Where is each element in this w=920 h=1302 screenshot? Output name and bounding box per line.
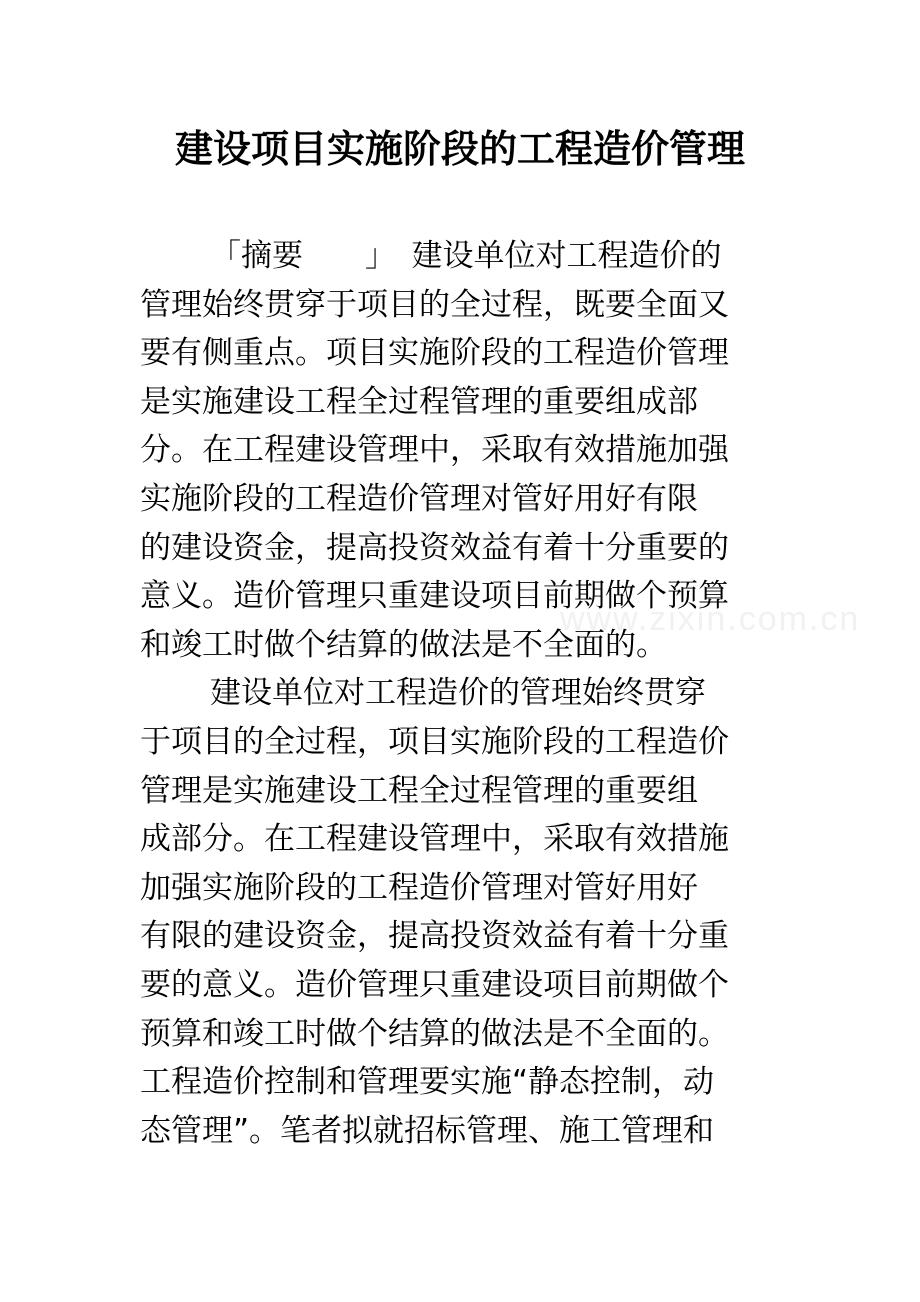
text-line: 要有侧重点。项目实施阶段的工程造价管理 xyxy=(140,335,729,372)
text-line: 是实施建设工程全过程管理的重要组成部 xyxy=(140,383,698,420)
text-line: 有限的建设资金，提高投资效益有着十分重 xyxy=(140,918,729,955)
text-line: 加强实施阶段的工程造价管理对管好用好 xyxy=(140,869,698,906)
text-line: 成部分。在工程建设管理中，采取有效措施 xyxy=(140,821,729,858)
text-line: 分。在工程建设管理中，采取有效措施加强 xyxy=(140,432,729,469)
text-line: 工程造价控制和管理要实施“静态控制，动 xyxy=(140,1064,715,1101)
text-line: 「摘要 」 建设单位对工程造价的 xyxy=(210,238,722,274)
text-line: 管理是实施建设工程全过程管理的重要组 xyxy=(140,772,698,809)
text-line: 管理始终贯穿于项目的全过程，既要全面又 xyxy=(140,286,729,323)
body-text xyxy=(140,232,790,1155)
watermark: www.zixin.com.cn xyxy=(560,600,861,638)
text-line: 意义。造价管理只重建设项目前期做个预算 xyxy=(140,578,729,615)
page-title: 建设项目实施阶段的工程造价管理 xyxy=(174,127,745,171)
text-line: 和竣工时做个结算的做法是不全面的。 xyxy=(140,626,667,663)
text-line: 的建设资金，提高投资效益有着十分重要的 xyxy=(140,529,729,566)
text-line: 于项目的全过程，项目实施阶段的工程造价 xyxy=(140,723,729,760)
text-line: 实施阶段的工程造价管理对管好用好有限 xyxy=(140,480,698,517)
text-line: 预算和竣工时做个结算的做法是不全面的。 xyxy=(140,1015,729,1052)
text-line: 建设单位对工程造价的管理始终贯穿 xyxy=(210,675,706,712)
text-line: 要的意义。造价管理只重建设项目前期做个 xyxy=(140,966,729,1003)
text-line: 态管理”。笔者拟就招标管理、施工管理和 xyxy=(140,1112,715,1149)
